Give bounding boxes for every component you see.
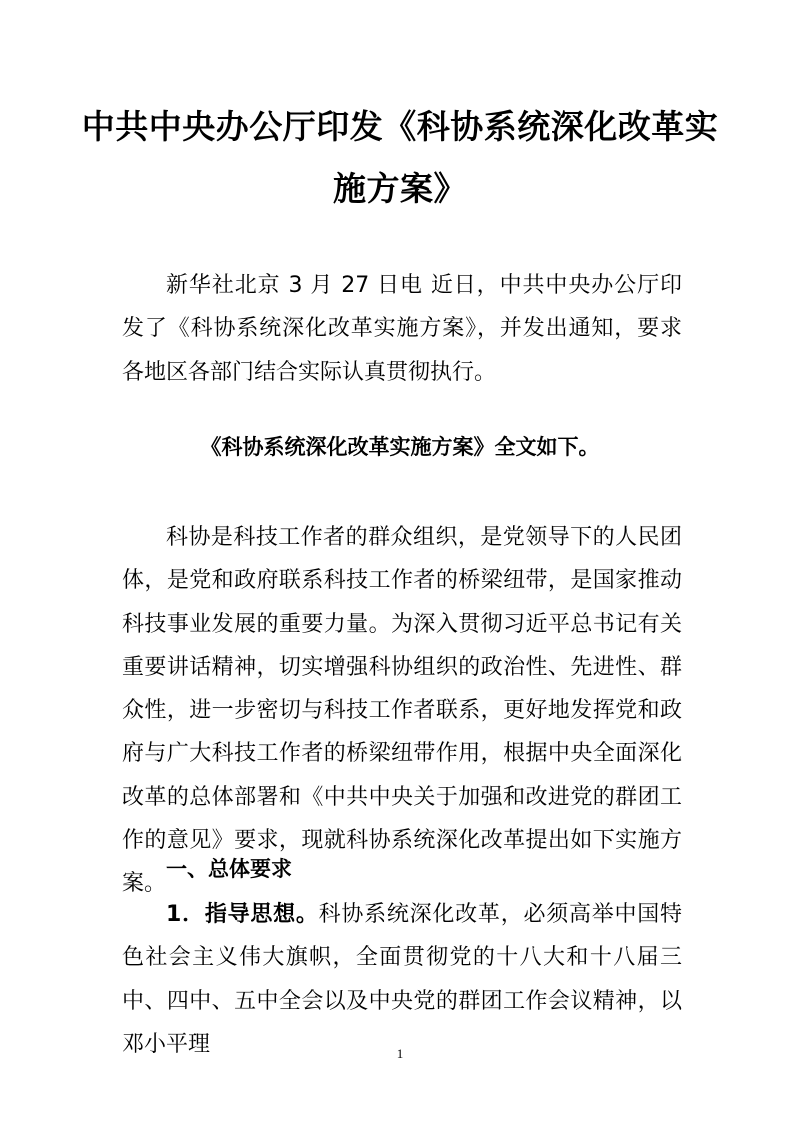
document-title-line-2: 施方案》: [333, 169, 467, 208]
item-1-paragraph: [122, 893, 682, 1066]
full-text-heading: 《科协系统深化改革实施方案》全文如下。: [200, 435, 600, 459]
item-1-text: 科协系统深化改革，必须高举中国特色社会主义伟大旗帜，全面贯彻党的十八大和十八届三中、四中、五中全会以及中央党的群团工作会议精神，以邓小平理: [122, 902, 682, 1057]
intro-paragraph: 新华社北京 3 月 27 日电 近日，中共中央办公厅印发了《科协系统深化改革实施方案》，并发出通知，要求各地区各部门结合实际认真贯彻执行。: [122, 273, 682, 385]
item-1-label: 1．指导思想。: [166, 902, 319, 927]
document-title-line-1: 中共中央办公厅印发《科协系统深化改革实: [81, 107, 719, 146]
page-number: 1: [396, 1046, 404, 1061]
section-heading-general-requirements: 一、总体要求: [166, 857, 292, 881]
body-paragraph-1: 科协是科技工作者的群众组织，是党领导下的人民团体，是党和政府联系科技工作者的桥梁纽带，是国家推动科技事业发展的重要力量。为深入贯彻习近平总书记有关重要讲话精神，切实增强科协组织的政治性、先进性、群众性，进一步密切与科技工作者联系，更好地发挥党和政府与广大科技工作者的桥梁纽带作用，根据中央全面深化改革的总体部署和《中共中央关于加强和改进党的群团工作的意见》要求，现就科协系统深化改革提出如下实施方案。: [122, 525, 682, 897]
